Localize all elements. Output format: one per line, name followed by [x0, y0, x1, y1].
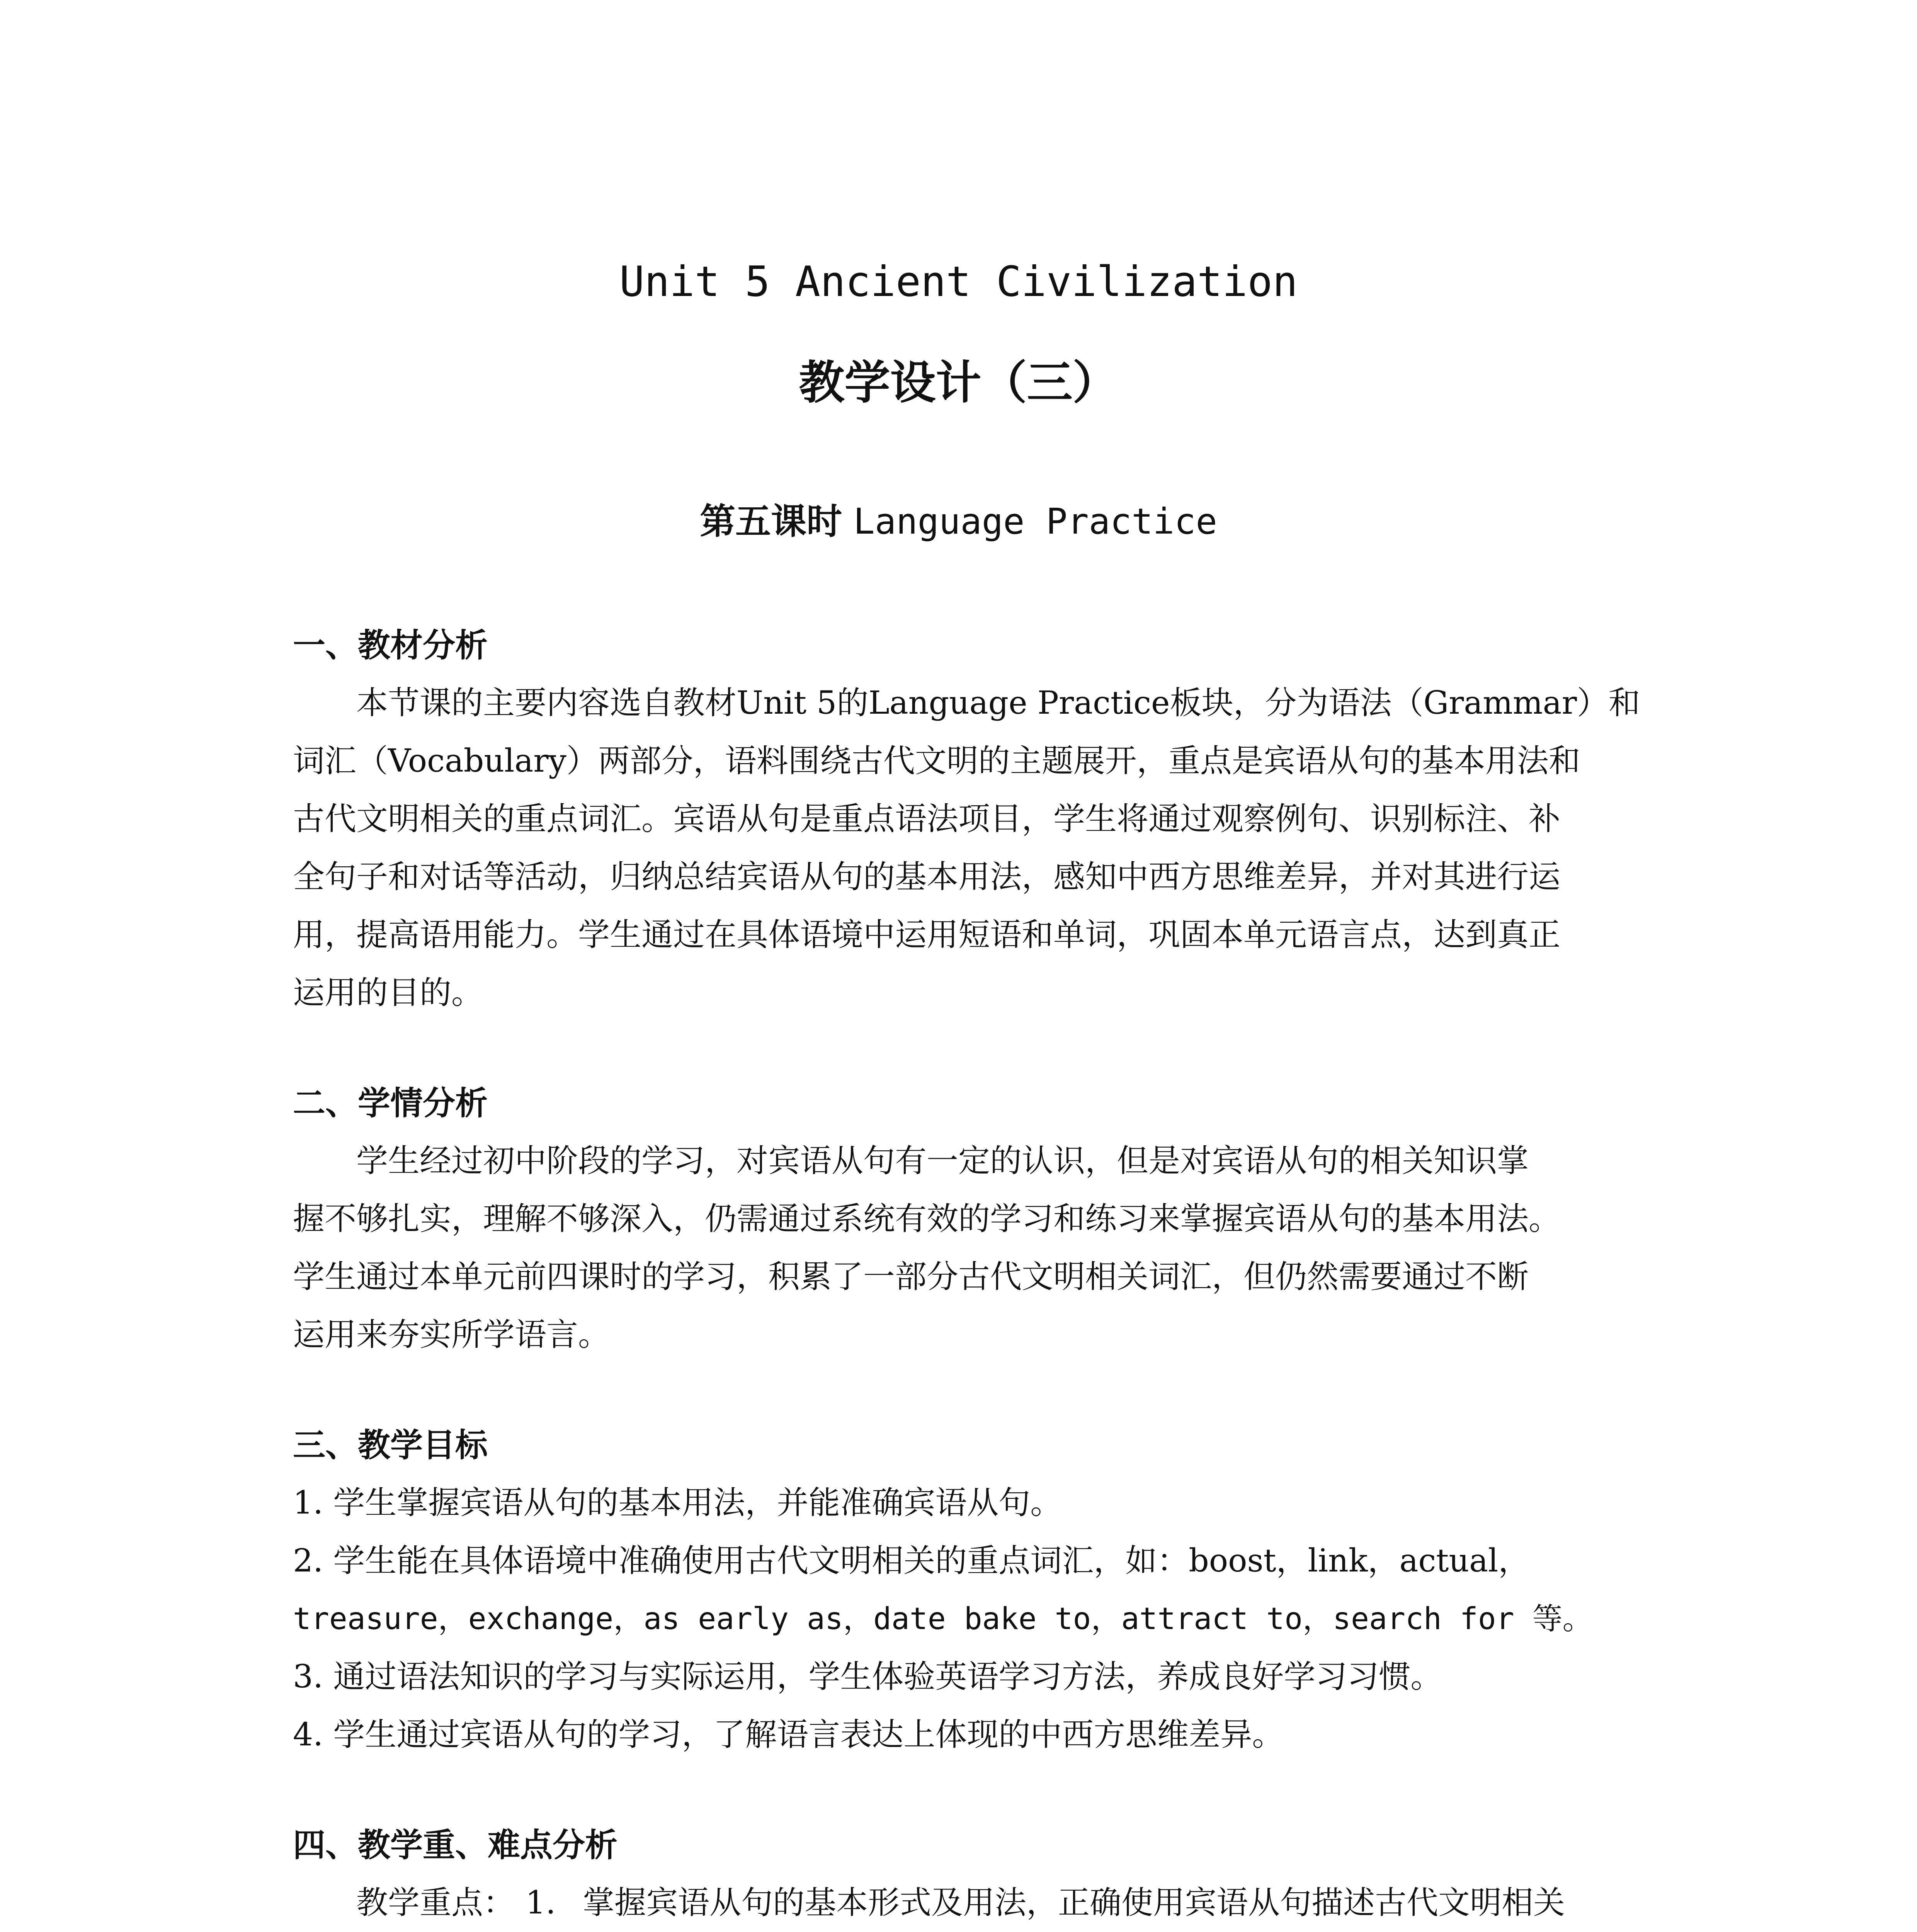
key-points-label: 教学重点： — [356, 1884, 515, 1921]
paragraph-line: 全句子和对话等活动，归纳总结宾语从句的基本用法，感知中西方思维差异，并对其进行运 — [293, 859, 1561, 895]
paragraph-line: 学生经过初中阶段的学习，对宾语从句有一定的认识，但是对宾语从句的相关知识掌 — [356, 1143, 1529, 1179]
paragraph-line: 本节课的主要内容选自教材Unit 5的Language Practice板块，分为语法（Grammar）和 — [356, 685, 1640, 721]
unit-title: Unit 5 Ancient Civilization — [619, 258, 1298, 306]
lesson-title — [0, 491, 1917, 553]
design-title: 教学设计（三） — [799, 356, 1118, 409]
section-heading-students: 二、学情分析 — [293, 1084, 488, 1122]
paragraph-line: 运用来夯实所学语言。 — [293, 1316, 610, 1353]
objective-item-continued: treasure，exchange，as early as，date bake to，attract to，search for 等。 — [293, 1602, 1593, 1636]
objective-item: 1. 学生掌握宾语从句的基本用法，并能准确宾语从句。 — [293, 1485, 1062, 1521]
section-heading-objectives: 三、教学目标 — [293, 1426, 488, 1464]
objective-item: 4. 学生通过宾语从句的学习，了解语言表达上体现的中西方思维差异。 — [293, 1716, 1284, 1753]
section-heading-materials: 一、教材分析 — [293, 626, 488, 664]
paragraph-line: 运用的目的。 — [293, 975, 483, 1011]
paragraph-line: 词汇（Vocabulary）两部分，语料围绕古代文明的主题展开，重点是宾语从句的基本用法和 — [293, 743, 1580, 779]
paragraph-line: 用，提高语用能力。学生通过在具体语境中运用短语和单词，巩固本单元语言点，达到真正 — [293, 917, 1561, 953]
objective-item: 3. 通过语法知识的学习与实际运用，学生体验英语学习方法，养成良好学习习惯。 — [293, 1658, 1442, 1695]
paragraph-line: 学生通过本单元前四课时的学习，积累了一部分古代文明相关词汇，但仍然需要通过不断 — [293, 1259, 1529, 1295]
paragraph-line: 古代文明相关的重点词汇。宾语从句是重点语法项目，学生将通过观察例句、识别标注、补 — [293, 801, 1561, 837]
objective-item: 2. 学生能在具体语境中准确使用古代文明相关的重点词汇，如：boost，link，actual， — [293, 1543, 1530, 1579]
lesson-title-cn: 第五课时 — [700, 501, 842, 542]
key-point-text: 掌握宾语从句的基本形式及用法，正确使用宾语从句描述古代文明相关 — [583, 1884, 1565, 1921]
lesson-title-en: Language Practice — [853, 501, 1217, 542]
paragraph-line: 握不够扎实，理解不够深入，仍需通过系统有效的学习和练习来掌握宾语从句的基本用法。 — [293, 1201, 1561, 1237]
section-heading-key-difficult: 四、教学重、难点分析 — [293, 1826, 618, 1864]
key-point-number: 1. — [526, 1884, 556, 1921]
